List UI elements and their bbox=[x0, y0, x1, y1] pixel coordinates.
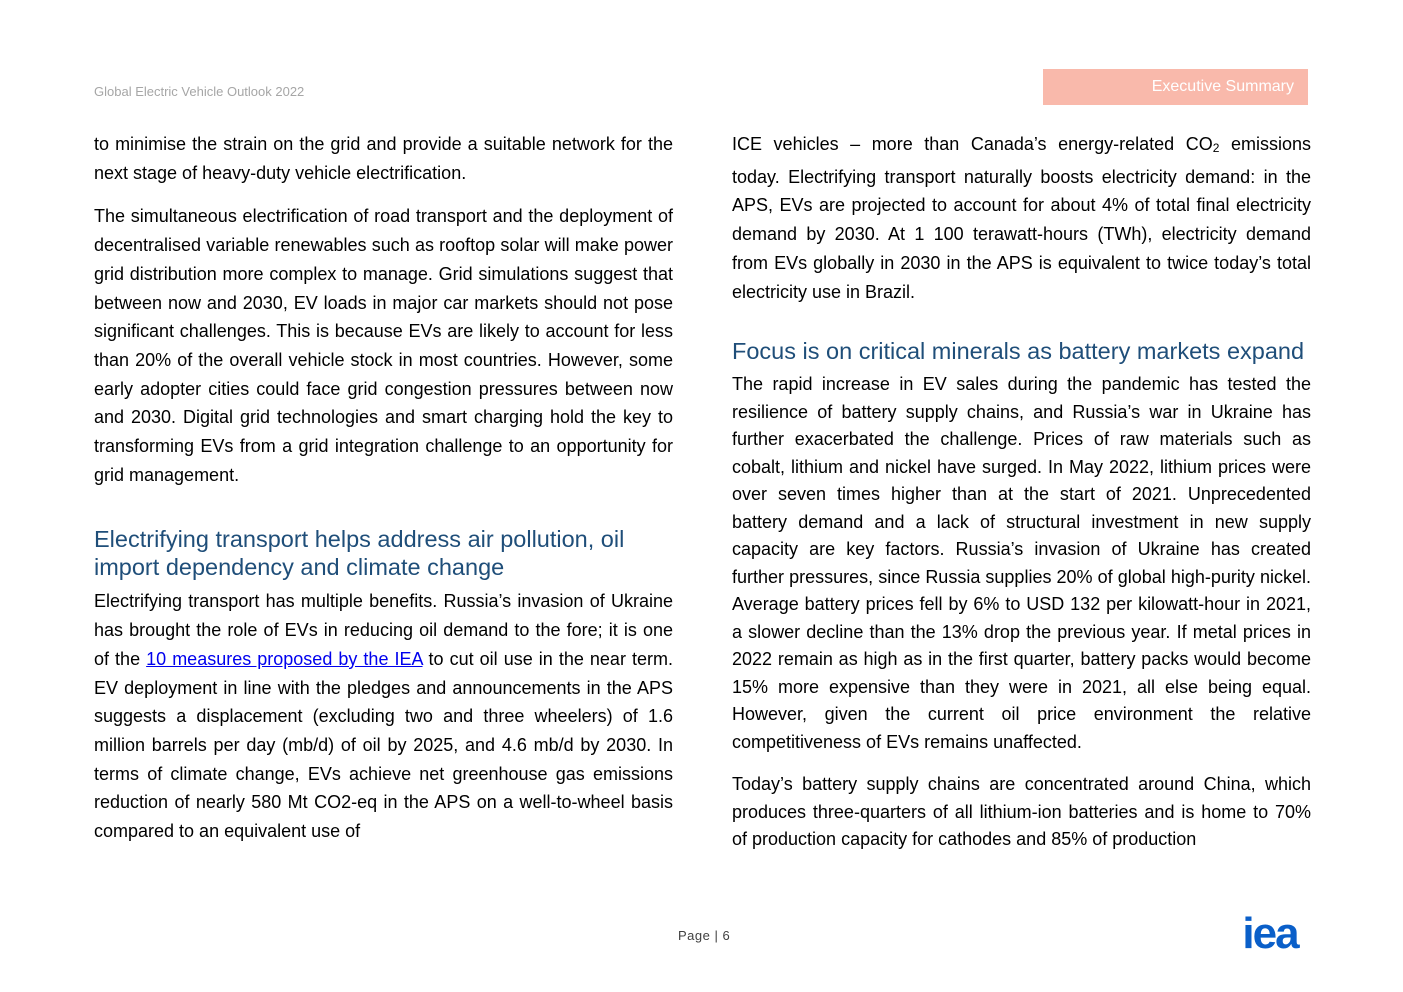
iea-logo bbox=[1230, 913, 1310, 953]
paragraph-text: to cut oil use in the near term. EV deployment in line with the pledges and announcements in the APS suggests a displacement (excluding two and three wheelers) of 1.6 million barrels per day (mb/d) of oil by 2025, and 4.6 mb/d by 2030. In terms of climate change, EVs achieve net greenhouse gas emissions reduction of nearly 580 Mt CO2-eq in the APS on a well-to-wheel basis compared to an equivalent use of bbox=[94, 648, 673, 842]
paragraph bbox=[732, 130, 1311, 306]
report-title: Global Electric Vehicle Outlook 2022 bbox=[94, 84, 305, 99]
section-heading: Focus is on critical minerals as battery markets expand bbox=[732, 338, 1305, 365]
left-column bbox=[94, 130, 673, 861]
page-number: Page | 6 bbox=[678, 928, 731, 943]
subscript: 2 bbox=[1212, 141, 1220, 155]
iea-measures-link[interactable]: 10 measures proposed by the IEA bbox=[146, 648, 423, 669]
paragraph: The simultaneous electrification of road transport and the deployment of decentralised variable renewables such as rooftop solar will make power grid distribution more complex to manage. Grid simulations suggest that between now and 2030, EV loads in major car markets should not pose significant challenges. This is because EVs are likely to account for less than 20% of the overall vehicle stock in most countries. However, some early adopter cities could face grid congestion pressures between now and 2030. Digital grid technologies and smart charging hold the key to transforming EVs from a grid integration challenge to an opportunity for grid management. bbox=[94, 206, 673, 485]
paragraph bbox=[94, 587, 673, 845]
paragraph-text: Electrifying transport has multiple benefits. Russia’s invasion of Ukraine has brought the role of EVs in reducing oil demand to the fore; it is one of the bbox=[94, 591, 673, 669]
paragraph: The rapid increase in EV sales during the pandemic has tested the resilience of battery supply chains, and Russia’s war in Ukraine has further exacerbated the challenge. Prices of raw materials such as cobalt, lithium and nickel have surged. In May 2022, lithium prices were over seven times higher than at the start of 2021. Unprecedented battery demand and a lack of structural investment in new supply capacity are key factors. Russia’s invasion of Ukraine has created further pressures, since Russia supplies 20% of global high-purity nickel. Average battery prices fell by 6% to USD 132 per kilowatt-hour in 2021, a slower decline than the 13% drop the previous year. If metal prices in 2022 remain as high as in the first quarter, battery packs would become 15% more expensive than they were in 2021, all else being equal. However, given the current oil price environment the relative competitiveness of EVs remains unaffected. bbox=[732, 374, 1311, 752]
iea-logo-text: iea bbox=[1242, 913, 1298, 953]
paragraph-text: emissions today. Electrifying transport naturally boosts electricity demand: in the APS, EVs are projected to account for about 4% of total final electricity demand by 2030. At 1 100 terawatt-hours (TWh), electricity demand from EVs globally in 2030 in the APS is equivalent to twice today’s total electricity use in Brazil. bbox=[732, 134, 1311, 302]
paragraph: to minimise the strain on the grid and provide a suitable network for the next stage of heavy-duty vehicle electrification. bbox=[94, 134, 673, 183]
paragraph-text: ICE vehicles – more than Canada’s energy-related CO bbox=[732, 134, 1213, 154]
section-tag: Executive Summary bbox=[1043, 69, 1308, 105]
right-column bbox=[732, 130, 1311, 869]
section-heading: Electrifying transport helps address air pollution, oil import dependency and climate change bbox=[94, 526, 625, 581]
paragraph: Today’s battery supply chains are concentrated around China, which produces three-quarters of all lithium-ion batteries and is home to 70% of production capacity for cathodes and 85% of production bbox=[732, 774, 1311, 850]
